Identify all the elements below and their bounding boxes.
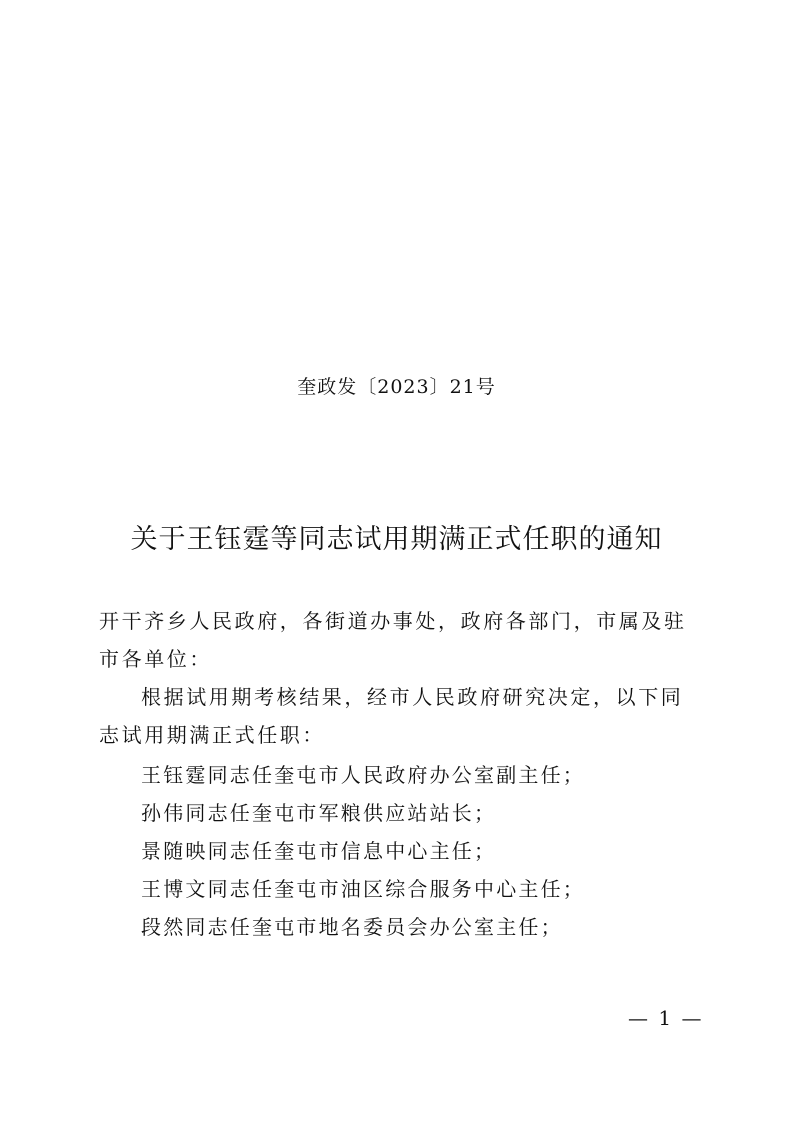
appointment-item: 王博文同志任奎屯市油区综合服务中心主任； [141, 877, 585, 901]
document-title: 关于王钰霆等同志试用期满正式任职的通知 [130, 524, 663, 555]
appointment-item: 景随映同志任奎屯市信息中心主任； [141, 839, 497, 863]
document-number: 奎政发〔2023〕21号 [297, 376, 496, 398]
appointment-item: 段然同志任奎屯市地名委员会办公室主任； [141, 915, 563, 939]
appointment-item: 孙伟同志任奎屯市军粮供应站站长； [141, 801, 497, 825]
appointment-item: 王钰霆同志任奎屯市人民政府办公室副主任； [141, 763, 585, 787]
body-paragraph: 根据试用期考核结果，经市人民政府研究决定，以下同志试用期满正式任职： [99, 685, 684, 747]
page-number: — 1 — [628, 1006, 704, 1030]
salutation: 开干齐乡人民政府，各街道办事处，政府各部门，市属及驻市各单位： [99, 609, 687, 671]
appointment-list [141, 756, 585, 946]
